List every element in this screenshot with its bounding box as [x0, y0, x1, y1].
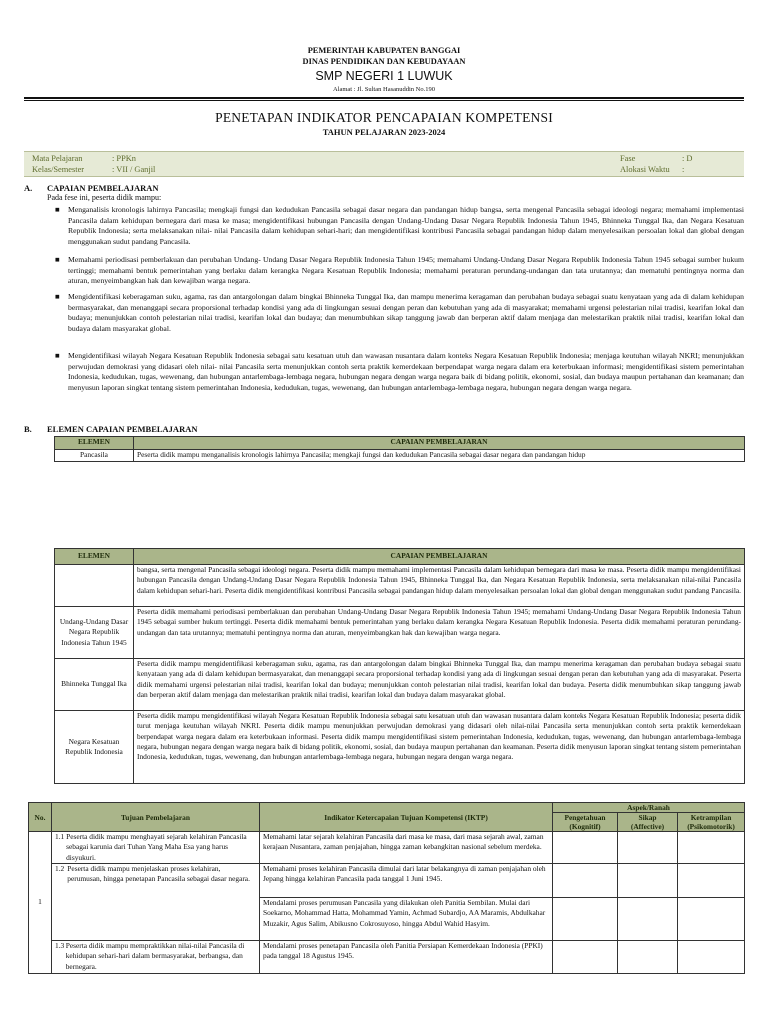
tp-cell: [52, 941, 260, 974]
pengetahuan-cell: [553, 832, 618, 864]
iktp-cell: Mendalami proses perumusan Pancasila yang dilakukan oleh Panitia Sembilan. Mulai dari Soekarno, Mohammad Hatta, Mohammad Yamin, Achmad Subardjo, AA Maramis, Abdulkahar Muzakir, Agus Salim, Abikusno Cokrosuyoso, hingga Abdul Wahid Hasyim.: [260, 898, 553, 941]
col-pengetahuan-header: Pengetahuan (Kognitif): [553, 813, 618, 832]
header-divider-thin: [24, 100, 744, 101]
tp-text: Peserta didik mampu menjelaskan proses kelahiran, perumusan, hingga penetapan Pancasila sebagai dasar negara.: [67, 864, 250, 884]
cp-bullet-text: Memahami periodisasi pemberlakuan dan perubahan Undang- Undang Dasar Negara Republik Indonesia Tahun 1945; memahami Undang-Undang Dasar Negara Republik Indonesia Tahun 1945 sebagai sumber hukum tertinggi; memahami bentuk pemerintahan yang berlaku dalam kerangka Negara Kesatuan Republik Indonesia; memahami peraturan perundang-undangan dan tata urutannya; dan mematuhi pentingnya norma dan aturan, menyeimbangkan hak dan kewajiban warga negara.: [68, 255, 744, 285]
table-row: [55, 607, 745, 659]
elemen-cell: Bhinneka Tunggal Ika: [55, 659, 134, 711]
sikap-cell: [618, 941, 678, 974]
section-a-heading: CAPAIAN PEMBELAJARAN: [47, 183, 159, 193]
fase-label: Fase: [620, 154, 636, 163]
iktp-table: [28, 802, 745, 974]
info-band: [24, 151, 744, 177]
elemen-table-page2: [54, 548, 745, 784]
iktp-cell: Memahami proses kelahiran Pancasila dimulai dari latar belakangnya di zaman penjajahan oleh Jepang hingga kelahiran Pancasila pada tanggal 1 Juni 1945.: [260, 864, 553, 898]
col-no-header: No.: [29, 803, 52, 832]
table-header-row: [29, 803, 745, 813]
col-iktp-header: Indikator Ketercapaian Tujuan Kompetensi (IKTP): [260, 803, 553, 832]
document-subtitle: TAHUN PELAJARAN 2023-2024: [322, 127, 446, 137]
elemen-cell: [55, 565, 134, 607]
document-title: PENETAPAN INDIKATOR PENCAPAIAN KOMPETENSI: [215, 110, 553, 125]
cp-bullet: [55, 292, 744, 334]
cp-bullet-text: Mengidentifikasi wilayah Negara Kesatuan Republik Indonesia sebagai satu kesatuan utuh dan wawasan nusantara dalam konteks Negara Kesatuan Republik Indonesia; menjaga keutuhan wilayah NKRI; menunjukkan perwujudan demokrasi yang didasari oleh nilai- nilai Pancasila serta menunjukkan contoh serta praktik kemerdekaan berpendapat warga negara dalam era keterbukaan informasi; mengidentifikasi sistem pemerintahan Indonesia, kedudukan, tugas, wewenang, dan hubungan antarlembaga-lembaga negara, hubungan negara dengan warga negara baik di bidang politik, ekonomi, sosial, dan budaya maupun pertahanan dan keamanan; dan menyusun laporan singkat tentang sistem pemerintahan Indonesia, kedudukan, tugas, wewenang, dan hubungan antarlembaga-lembaga negara, hubungan negara dengan warga negara.: [68, 351, 744, 392]
col-capaian-header: CAPAIAN PEMBELAJARAN: [134, 549, 745, 565]
fase-value: : D: [682, 154, 693, 163]
elemen-table-page1: [54, 436, 745, 462]
cp-bullet: [55, 351, 744, 393]
pengetahuan-cell: [553, 864, 618, 898]
elemen-cell: Pancasila: [55, 450, 134, 462]
cp-bullet: [55, 205, 744, 247]
no-cell: 1: [29, 832, 52, 974]
capaian-cell: bangsa, serta mengenal Pancasila sebagai ideologi negara. Peserta didik mampu memahami implementasi Pancasila dalam kehidupan bernegara dari masa ke masa. Peserta didik mampu mengidentifikasi hubungan Pancasila dengan Undang-Undang Dasar Negara Republik Indonesia Tahun 1945, Bhinneka Tunggal Ika, dan Negara Kesatuan Republik Indonesia, serta melaksanakan nilai-nilai Pancasila dalam kehidupan sehari-hari. Peserta didik mengidentifikasi kontribusi Pancasila sebagai pandangan hidup dalam menyelesaikan persoalan lokal dan global dengan menggunakan sudut pandang Pancasila.: [134, 565, 745, 607]
section-a-letter: A.: [24, 183, 33, 193]
capaian-cell: Peserta didik memahami periodisasi pemberlakuan dan perubahan Undang-Undang Dasar Negara Republik Indonesia Tahun 1945; memahami Undang-Undang Dasar Negara Republik Indonesia Tahun 1945 sebagai sumber hukum tertinggi. Peserta didik memahami bentuk pemerintahan yang berlaku dalam kerangka Negara Kesatuan Republik Indonesia. Peserta didik memahami peraturan perundang- undangan dan tata urutannya; mematuhi pentingnya norma dan aturan, menyeimbangkan hak dan kewajiban warga negara.: [134, 607, 745, 659]
col-elemen-header: ELEMEN: [55, 437, 134, 450]
alokasi-value: :: [682, 165, 685, 174]
mapel-label: Mata Pelajaran: [32, 154, 83, 163]
sikap-cell: [618, 864, 678, 898]
col-aspek-header: Aspek/Ranah: [553, 803, 745, 813]
ketrampilan-cell: [678, 941, 745, 974]
cp-bullet: [55, 255, 744, 287]
tp-text: Peserta didik mampu menghayati sejarah kelahiran Pancasila sebagai karunia dari Tuhan Yang Maha Esa yang harus disyukuri.: [66, 832, 247, 862]
pengetahuan-cell: [553, 941, 618, 974]
header-line-1: PEMERINTAH KABUPATEN BANGGAI: [307, 46, 461, 55]
cp-bullet-text: Menganalisis kronologis lahirnya Pancasila; mengkaji fungsi dan kedudukan Pancasila sebagai dasar negara dan pandangan hidup bangsa, serta mengenal Pancasila sebagai ideologi negara; memahami implementasi Pancasila dalam kehidupan bernegara dari masa ke masa; mengidentifikasi hubungan Pancasila dengan Undang-Undang Dasar Negara Republik Indonesia Tahun 1945, Bhinneka Tunggal Ika, dan Negara Kesatuan Republik Indonesia; serta melaksanakan nilai- nilai Pancasila dalam kehidupan sehari-hari; dan mengidentifikasi kontribusi Pancasila sebagai pandangan hidup dalam menyelesaikan persoalan lokal dan global dengan menggunakan sudut pandang Pancasila.: [68, 205, 744, 246]
bullet-dot: ■: [55, 205, 60, 214]
tp-number: 1.1: [55, 832, 65, 841]
section-b-heading: ELEMEN CAPAIAN PEMBELAJARAN: [47, 424, 198, 434]
elemen-cell: Undang-Undang Dasar Negara Republik Indonesia Tahun 1945: [55, 607, 134, 659]
tp-number: 1.3: [55, 941, 65, 950]
header-divider: [24, 97, 744, 99]
alokasi-label: Alokasi Waktu: [620, 165, 670, 174]
table-row: [29, 941, 745, 974]
table-row: [55, 659, 745, 711]
pengetahuan-cell: [553, 898, 618, 941]
ketrampilan-cell: [678, 832, 745, 864]
tp-number: 1.2: [55, 864, 65, 873]
col-sikap-header: Sikap (Affective): [618, 813, 678, 832]
header-government: [0, 46, 768, 67]
sikap-cell: [618, 832, 678, 864]
cp-bullet-text: Mengidentifikasi keberagaman suku, agama, ras dan antargolongan dalam bingkai Bhinneka Tunggal Ika, dan mampu menerima keragaman dan perubahan budaya sebagai suatu kenyataan yang ada di dalam kehidupan bermasyarakat, dan menanggapi secara proporsional terhadap kondisi yang ada di lingkungan sesuai dengan peran dan kebutuhan yang ada di masyarakat; memahami urgensi pelestarian nilai tradisi, kearifan lokal dan budaya; menunjukkan contoh pelestarian nilai tradisi, kearifan lokal dan budaya; dan menumbuhkan sikap tanggung jawab dan berperan aktif dalam menjaga dan melestarikan praktik nilai tradisi, kearifan lokal dan budaya dalam masyarakat global.: [68, 292, 744, 333]
school-name: SMP NEGERI 1 LUWUK: [315, 69, 453, 83]
tp-cell: [52, 832, 260, 864]
table-header-row: [55, 549, 745, 565]
col-capaian-header: CAPAIAN PEMBELAJARAN: [134, 437, 745, 450]
capaian-cell: Peserta didik mampu menganalisis kronologis lahirnya Pancasila; mengkaji fungsi dan kedudukan Pancasila sebagai dasar negara dan pandangan hidup: [134, 450, 745, 462]
section-a-intro: Pada fese ini, peserta didik mampu:: [47, 193, 162, 202]
ketrampilan-cell: [678, 864, 745, 898]
elemen-cell: Negara Kesatuan Republik Indonesia: [55, 711, 134, 784]
sikap-cell: [618, 898, 678, 941]
col-tp-header: Tujuan Pembelajaran: [52, 803, 260, 832]
mapel-value: : PPKn: [112, 154, 136, 163]
kelas-label: Kelas/Semester: [32, 165, 85, 174]
school-address: Alamat : Jl. Sultan Hasanuddin No.190: [332, 86, 435, 93]
col-ketrampilan-header: Ketrampilan (Psikomotorik): [678, 813, 745, 832]
iktp-cell: Mendalami proses penetapan Pancasila oleh Panitia Persiapan Kemerdekaan Indonesia (PPKI) pada tanggal 18 Agustus 1945.: [260, 941, 553, 974]
bullet-dot: ■: [55, 255, 60, 264]
ketrampilan-cell: [678, 898, 745, 941]
capaian-cell: Peserta didik mampu mengidentifikasi keberagaman suku, agama, ras dan antargolongan dalam bingkai Bhinneka Tunggal Ika, dan mampu menerima keragaman dan perubahan budaya sebagai suatu kenyataan yang ada di dalam kehidupan bermasyarakat, dan menanggapi secara proporsional terhadap kondisi yang ada di lingkungan sesuai dengan peran dan kebutuhan yang ada di masyarakat. Peserta didik memahami urgensi pelestarian nilai tradisi, kearifan lokal dan budaya; menunjukkan contoh pelestarian nilai tradisi, kearifan lokal dan budaya. Peserta didik menumbuhkan sikap tanggung jawab dan berperan aktif dalam menjaga dan melestarikan praktik nilai tradisi, kearifan lokal dan budaya dalam masyarakat global.: [134, 659, 745, 711]
kelas-value: : VII / Ganjil: [112, 165, 156, 174]
bullet-dot: ■: [55, 351, 60, 360]
capaian-cell: Peserta didik mampu mengidentifikasi wilayah Negara Kesatuan Republik Indonesia sebagai satu kesatuan utuh dan wawasan nusantara dalam konteks Negara Kesatuan Republik Indonesia; peserta didik turut menjaga keutuhan wilayah NKRI. Peserta didik mampu menunjukkan perwujudan demokrasi yang didasari oleh nilai-nilai Pancasila serta menunjukkan contoh serta praktik kemerdekaan berpendapat warga negara dalam era keterbukaan informasi. Peserta didik mampu mengidentifikasi sistem pemerintahan Indonesia, kedudukan, tugas, wewenang, dan hubungan antarlembaga-lembaga negara, hubungan negara dengan warga negara baik di bidang politik, ekonomi, sosial, dan budaya maupun pertahanan dan keamanan. Peserta didik menyusun laporan singkat tentang sistem pemerintahan Indonesia, kedudukan, tugas, wewenang, dan hubungan antarlembaga-lembaga negara, hubungan negara dengan warga negara.: [134, 711, 745, 784]
table-header-row: [55, 437, 745, 450]
table-row: [55, 450, 745, 462]
iktp-cell: Memahami latar sejarah kelahiran Pancasila dari masa ke masa, dari masa sejarah awal, zaman kerajaan Nusantara, zaman penjajahan, hingga zaman kebangkitan nasional sebelum merdeka.: [260, 832, 553, 864]
tp-text: Peserta didik mampu mempraktikkan nilai-nilai Pancasila di kehidupan sehari-hari dalam bermasyarakat, berbangsa, dan bernegara.: [65, 941, 245, 971]
section-b-letter: B.: [24, 424, 32, 434]
tp-cell: [52, 864, 260, 941]
table-row: [55, 711, 745, 784]
table-row: [55, 565, 745, 607]
col-elemen-header: ELEMEN: [55, 549, 134, 565]
bullet-dot: ■: [55, 292, 60, 301]
table-row: [29, 864, 745, 898]
table-row: [29, 832, 745, 864]
header-line-2: DINAS PENDIDIKAN DAN KEBUDAYAAN: [302, 56, 466, 66]
